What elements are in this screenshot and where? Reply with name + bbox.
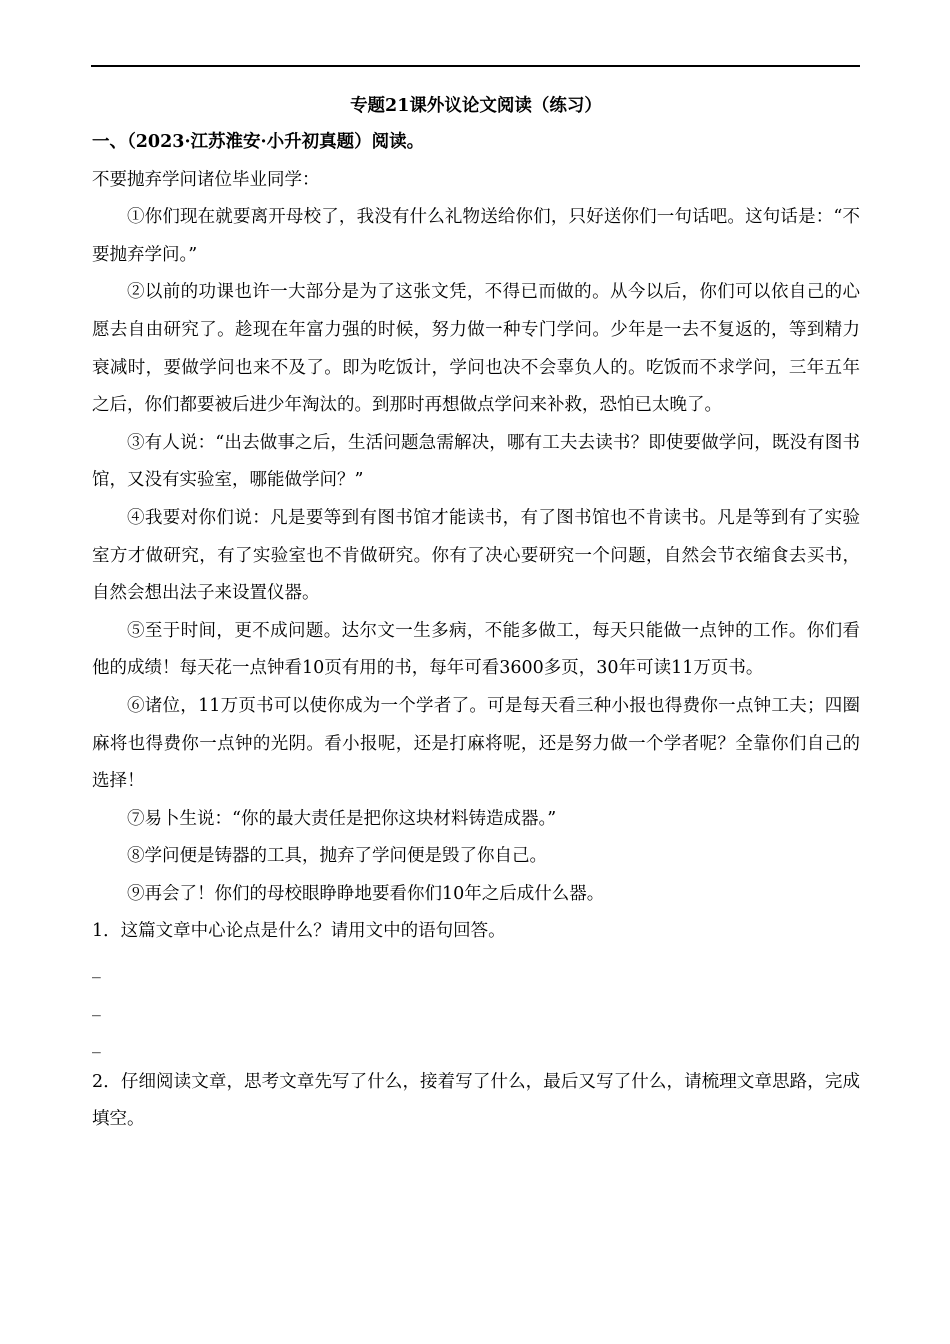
question-2: 2．仔细阅读文章，思考文章先写了什么，接着写了什么，最后又写了什么，请梳理文章思路，完成填空。: [92, 1071, 860, 1130]
paragraph-2: ②以前的功课也许一大部分是为了这张文凭，不得已而做的。从今以后，你们可以依自己的心愿去自由研究了。趁现在年富力强的时候，努力做一种专门学问。少年是一去不复返的，等到精力衰减时，要做学问也来不及了。即为吃饭计，学问也决不会辜负人的。吃饭而不求学问，三年五年之后，你们都要被后进少年淘汰的。到那时再想做点学问来补救，恐怕已太晚了。: [92, 282, 860, 416]
answer-blank-1[interactable]: _: [92, 959, 101, 980]
paragraph-3: ③有人说：“出去做事之后，生活问题急需解决，哪有工夫去读书？即使要做学问，既没有图书馆，又没有实验室，哪能做学问？”: [92, 432, 860, 491]
paragraph-5: ⑤至于时间，更不成问题。达尔文一生多病，不能多做工，每天只能做一点钟的工作。你们看他的成绩！每天花一点钟看10页有用的书，每年可看3600多页，30年可读11万页书。: [92, 620, 860, 679]
paragraph-6: ⑥诸位，11万页书可以使你成为一个学者了。可是每天看三种小报也得费你一点钟工夫；四圈麻将也得费你一点钟的光阴。看小报呢，还是打麻将呢，还是努力做一个学者呢？全靠你们自己的选择！: [92, 695, 860, 792]
question-1: 1．这篇文章中心论点是什么？请用文中的语句回答。: [92, 921, 506, 942]
header-rule: [91, 65, 860, 67]
answer-blank-3[interactable]: _: [92, 1034, 101, 1055]
paragraph-9: ⑨再会了！你们的母校眼睁睁地要看你们10年之后成什么器。: [127, 883, 605, 904]
answer-blank-2[interactable]: _: [92, 996, 101, 1017]
paragraph-7: ⑦易卜生说：“你的最大责任是把你这块材料铸造成器。”: [127, 808, 557, 829]
paragraph-4: ④我要对你们说：凡是要等到有图书馆才能读书，有了图书馆也不肯读书。凡是等到有了实验室方才做研究，有了实验室也不肯做研究。你有了决心要研究一个问题，自然会节衣缩食去买书，自然会想出法子来设置仪器。: [92, 507, 860, 604]
paragraph-1: ①你们现在就要离开母校了，我没有什么礼物送给你们，只好送你们一句话吧。这句话是：“不要抛弃学问。”: [92, 207, 860, 265]
page-title: 专题21课外议论文阅读（练习）: [350, 96, 602, 116]
document-body: [92, 88, 860, 1139]
paragraph-8: ⑧学问便是铸器的工具，抛弃了学问便是毁了你自己。: [127, 846, 547, 867]
article-title: 不要抛弃学问诸位毕业同学：: [92, 169, 320, 190]
section-heading: 一、（2023·江苏淮安·小升初真题）阅读。: [92, 132, 425, 152]
